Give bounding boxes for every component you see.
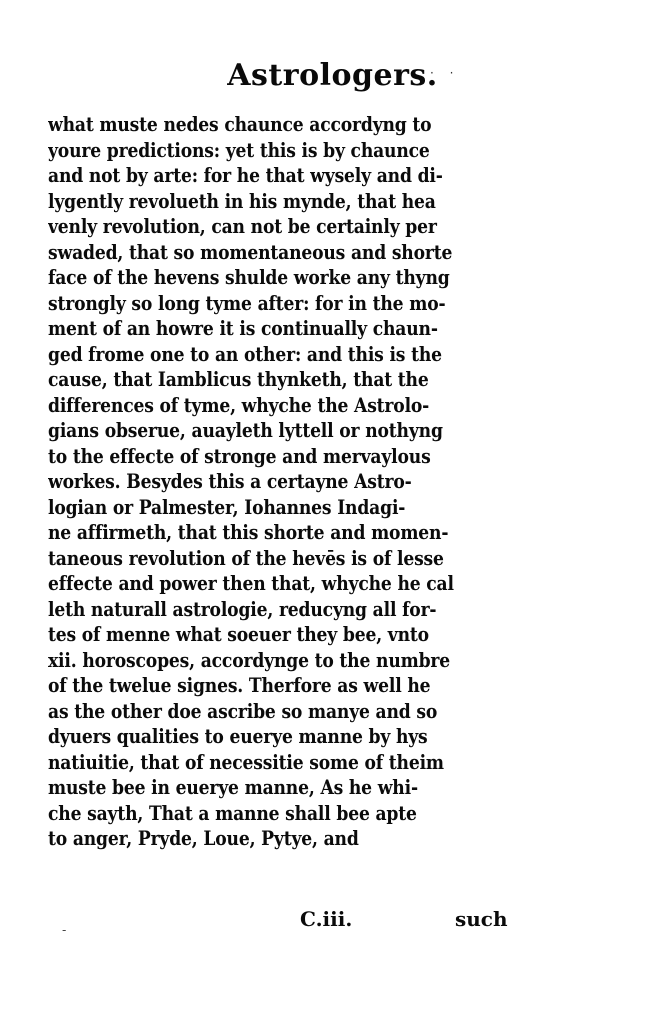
text-line: gians obserue, auayleth lyttell or nothyng <box>48 419 443 442</box>
text-line: swaded, that so momentaneous and shorte <box>48 240 453 264</box>
text-line: to the effecte of stronge and mervaylous <box>48 444 431 468</box>
text-line: ne affirmeth, that this shorte and momen- <box>48 521 449 544</box>
catchword: such <box>455 907 508 931</box>
text-line: dyuers qualities to euerye manne by hys <box>48 725 428 748</box>
signature-mark: C.iii. <box>300 907 353 931</box>
text-line: face of the hevens shulde worke any thyng <box>48 266 450 289</box>
text-line: youre predictions: yet this is by chaunce <box>48 138 430 162</box>
text-line: venly revolution, can not be certainly per <box>48 215 437 238</box>
text-line: che sayth, That a manne shall bee apte <box>48 801 417 825</box>
text-line: differences of tyme, whyche the Astrolo- <box>48 393 430 417</box>
text-line: to anger, Pryde, Loue, Pytye, and <box>48 827 359 850</box>
footer-mark: - <box>62 923 67 937</box>
text-line: of the twelue signes. Therfore as well he <box>48 674 431 697</box>
text-line: tes of menne what soeuer they bee, vnto <box>48 623 429 646</box>
text-line: xii. horoscopes, accordynge to the numbre <box>48 648 451 672</box>
text-line: what muste nedes chaunce accordyng to <box>48 113 432 136</box>
text-line: taneous revolution of the hevēs is of lesse <box>48 546 444 570</box>
text-line: workes. Besydes this a certayne Astro- <box>48 470 412 493</box>
text-line: strongly so long tyme after: for in the mo- <box>48 291 446 315</box>
text-line: and not by arte: for he that wysely and di- <box>48 164 443 187</box>
text-line: natiuitie, that of necessitie some of theim <box>48 750 444 774</box>
text-line: muste bee in euerye manne, As he whi- <box>48 776 418 799</box>
text-line: effecte and power then that, whyche he cal <box>48 572 454 595</box>
running-head: Astrologers. <box>227 58 438 93</box>
text-line: ment of an howre it is continually chaun- <box>48 317 438 340</box>
head-ornament: · · <box>430 66 460 80</box>
text-line: lygently revolueth in his mynde, that hea <box>48 189 436 213</box>
body-text <box>48 112 538 852</box>
page-footer <box>0 905 665 935</box>
text-line: as the other doe ascribe so manye and so <box>48 699 438 723</box>
text-line: logian or Palmester, Iohannes Indagi- <box>48 495 406 519</box>
text-line: cause, that Iamblicus thynketh, that the <box>48 368 429 391</box>
text-line: leth naturall astrologie, reducyng all for- <box>48 597 437 621</box>
text-line: ged frome one to an other: and this is the <box>48 342 442 366</box>
